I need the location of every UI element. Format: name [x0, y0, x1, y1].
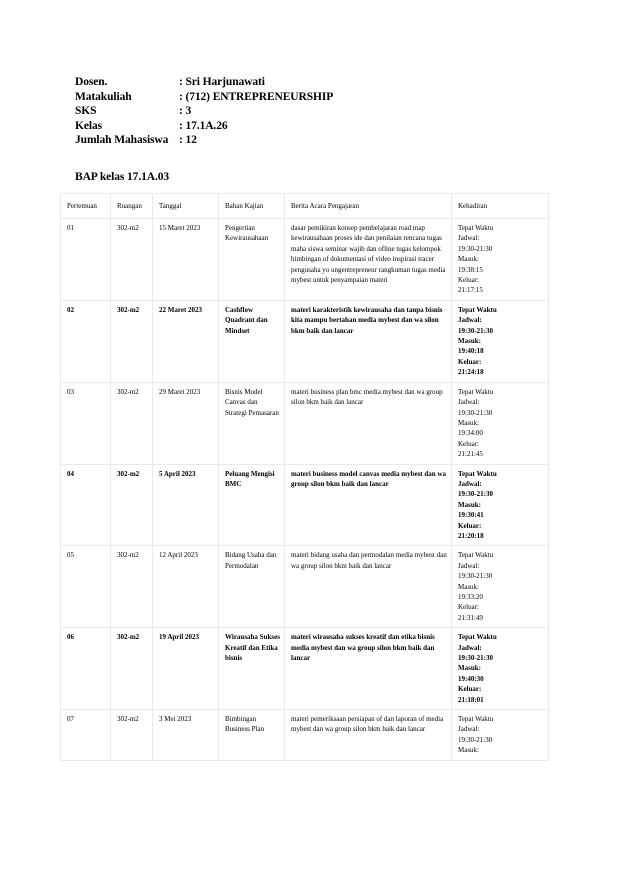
- table-cell: materi bidang usaha dan permodalan media mybest dan wa group silon bkm baik dan lancar: [285, 546, 452, 628]
- info-label: SKS: [75, 105, 97, 117]
- table-cell: Bisnis Model Canvas dan Strategi Pemasaran: [219, 382, 285, 464]
- table-cell: 302-m2: [111, 464, 153, 546]
- table-row: [61, 628, 549, 710]
- table-cell: 19 April 2023: [153, 628, 219, 710]
- table-cell: 22 Maret 2023: [153, 300, 219, 382]
- table-cell: 01: [61, 219, 111, 301]
- attendance-line: Tepat Waktu: [458, 469, 497, 478]
- info-row: [75, 119, 333, 134]
- table-cell: [452, 382, 549, 464]
- attendance-line: Jadwal:: [458, 398, 480, 407]
- table-cell: 04: [61, 464, 111, 546]
- attendance-line: Masuk:: [458, 255, 479, 264]
- table-cell: Bidang Usaha dan Permodalan: [219, 546, 285, 628]
- info-label: Jumlah Mahasiswa: [75, 134, 169, 146]
- attendance-line: Tepat Waktu: [458, 715, 494, 724]
- attendance-line: Jadwal:: [458, 725, 480, 734]
- table-cell: Bimbingan Business Plan: [219, 710, 285, 761]
- table-cell: dasar pemikiran konsep pembelajaran road map kewirausahaan proses ide dan penilaian rencana tugas maha siswa seminar wajib dan ofline tugas kelompok bimbingan of dokumentasi of video inspirasi tracer pengusaha yo ungentrepreneur rangkuman tugas media mybest untuk penyampaian materi: [285, 219, 452, 301]
- column-header: Pertemuan: [61, 194, 111, 219]
- attendance-line: 19:40:18: [458, 347, 484, 356]
- attendance-line: 19:30-21:30: [458, 490, 493, 499]
- attendance-line: Keluar:: [458, 357, 482, 366]
- table-cell: 302-m2: [111, 300, 153, 382]
- column-header: Ruangan: [111, 194, 153, 219]
- table-cell: Cashflow Quadrant dan Mindset: [219, 300, 285, 382]
- attendance-line: Tepat Waktu: [458, 224, 494, 232]
- table-cell: materi pemeriksaan persiapan of dan laporan of media mybest dan wa group silon bkm baik dan lancar: [285, 710, 452, 761]
- table-cell: 06: [61, 628, 111, 710]
- bap-table: [60, 193, 549, 761]
- table-cell: Wirausaha Sukses Kreatif dan Etika bisnis: [219, 628, 285, 710]
- table-row: [61, 710, 549, 761]
- table-row: [61, 300, 549, 382]
- info-label: Matakuliah: [75, 90, 132, 103]
- attendance-line: 19:40:30: [458, 674, 484, 683]
- table-cell: materi karakteristik kewirausaha dan tanpa bisnis kita mampu bertahan media mybest dan wa silon bkm baik dan lancar: [285, 300, 452, 382]
- info-row: [75, 75, 333, 90]
- attendance-line: Masuk:: [458, 746, 479, 755]
- table-cell: [452, 710, 549, 761]
- table-cell: 07: [61, 710, 111, 761]
- table-cell: 15 Maret 2023: [153, 219, 219, 301]
- table-cell: 29 Maret 2023: [153, 382, 219, 464]
- column-header: Berita Acara Pengajaran: [285, 194, 452, 219]
- attendance-line: 21:24:18: [458, 368, 484, 377]
- table-cell: materi business model canvas media mybest dan wa group silon bkm baik dan lancar: [285, 464, 452, 546]
- table-cell: 302-m2: [111, 219, 153, 301]
- attendance-line: 21:18:01: [458, 695, 484, 704]
- attendance-line: 21:17:15: [458, 286, 483, 295]
- attendance-line: Jadwal:: [458, 316, 482, 325]
- attendance-line: Masuk:: [458, 337, 481, 346]
- table-cell: [452, 300, 549, 382]
- column-header: Bahan Kajian: [219, 194, 285, 219]
- attendance-line: Keluar:: [458, 521, 482, 530]
- attendance-line: 21:20:18: [458, 531, 484, 540]
- attendance-line: Tepat Waktu: [458, 387, 494, 396]
- attendance-line: Keluar:: [458, 439, 479, 448]
- attendance-line: Keluar:: [458, 603, 479, 612]
- attendance-line: 19:30-21:30: [458, 735, 493, 744]
- attendance-line: 19:30-21:30: [458, 244, 493, 253]
- info-value: : 12: [179, 134, 197, 146]
- attendance-line: 19:30:41: [458, 511, 484, 520]
- bap-title: BAP kelas 17.1A.03: [75, 171, 170, 183]
- attendance-line: Jadwal:: [458, 479, 482, 488]
- info-label: Kelas: [75, 119, 102, 132]
- attendance-line: 19:30-21:30: [458, 654, 493, 663]
- attendance-line: Jadwal:: [458, 234, 480, 243]
- attendance-line: Masuk:: [458, 664, 481, 673]
- attendance-line: Keluar:: [458, 685, 482, 694]
- attendance-line: 19:30-21:30: [458, 572, 493, 581]
- attendance-line: Tepat Waktu: [458, 305, 497, 314]
- info-row: [75, 90, 333, 105]
- table-cell: Peluang Mengisi BMC: [219, 464, 285, 546]
- table-cell: 5 April 2023: [153, 464, 219, 546]
- column-header: Tanggal: [153, 194, 219, 219]
- info-value: : 3: [179, 105, 192, 117]
- table-cell: 302-m2: [111, 628, 153, 710]
- attendance-line: Keluar:: [458, 276, 479, 285]
- attendance-line: 21:21:45: [458, 450, 483, 459]
- attendance-line: Masuk:: [458, 500, 481, 509]
- attendance-line: 19:34:00: [458, 429, 483, 438]
- attendance-line: Masuk:: [458, 418, 479, 427]
- course-info: [75, 75, 333, 148]
- table-cell: 302-m2: [111, 546, 153, 628]
- table-cell: [452, 628, 549, 710]
- table-cell: Pengertian Kewirausahaan: [219, 219, 285, 301]
- table-body: [61, 219, 549, 761]
- table-cell: 12 April 2023: [153, 546, 219, 628]
- info-value: : (712) ENTREPRENEURSHIP: [179, 90, 334, 103]
- attendance-line: Jadwal:: [458, 561, 480, 570]
- info-value: : Sri Harjunawati: [179, 76, 265, 88]
- table-header: [61, 194, 549, 219]
- table-cell: [452, 464, 549, 546]
- table-cell: 302-m2: [111, 710, 153, 761]
- attendance-line: 19:30-21:30: [458, 326, 493, 335]
- column-header: Kehadiran: [452, 194, 549, 219]
- table-row: [61, 219, 549, 301]
- info-value: : 17.1A.26: [179, 119, 228, 132]
- attendance-line: Tepat Waktu: [458, 633, 497, 642]
- table-row: [61, 546, 549, 628]
- table-cell: 03: [61, 382, 111, 464]
- table-cell: [452, 546, 549, 628]
- info-row: [75, 133, 333, 148]
- table-cell: materi business plan bmc media mybest dan wa group silon bkm baik dan lancar: [285, 382, 452, 464]
- attendance-line: Masuk:: [458, 582, 479, 591]
- table-cell: 02: [61, 300, 111, 382]
- table-row: [61, 464, 549, 546]
- attendance-line: 21:31:49: [458, 613, 483, 622]
- attendance-line: 19:38:15: [458, 265, 483, 274]
- table-cell: [452, 219, 549, 301]
- table-cell: 05: [61, 546, 111, 628]
- attendance-line: Tepat Waktu: [458, 551, 494, 560]
- info-label: Dosen.: [75, 76, 108, 88]
- attendance-line: 19:30-21:30: [458, 408, 493, 417]
- table-cell: materi wirausaha sukses kreatif dan etika bisnis media mybest dan wa group silon bkm baik dan lancar: [285, 628, 452, 710]
- attendance-line: 19:33:20: [458, 593, 483, 601]
- attendance-line: Jadwal:: [458, 643, 482, 652]
- info-row: [75, 104, 333, 119]
- table-cell: 302-m2: [111, 382, 153, 464]
- table-row: [61, 382, 549, 464]
- table-cell: 3 Mei 2023: [153, 710, 219, 761]
